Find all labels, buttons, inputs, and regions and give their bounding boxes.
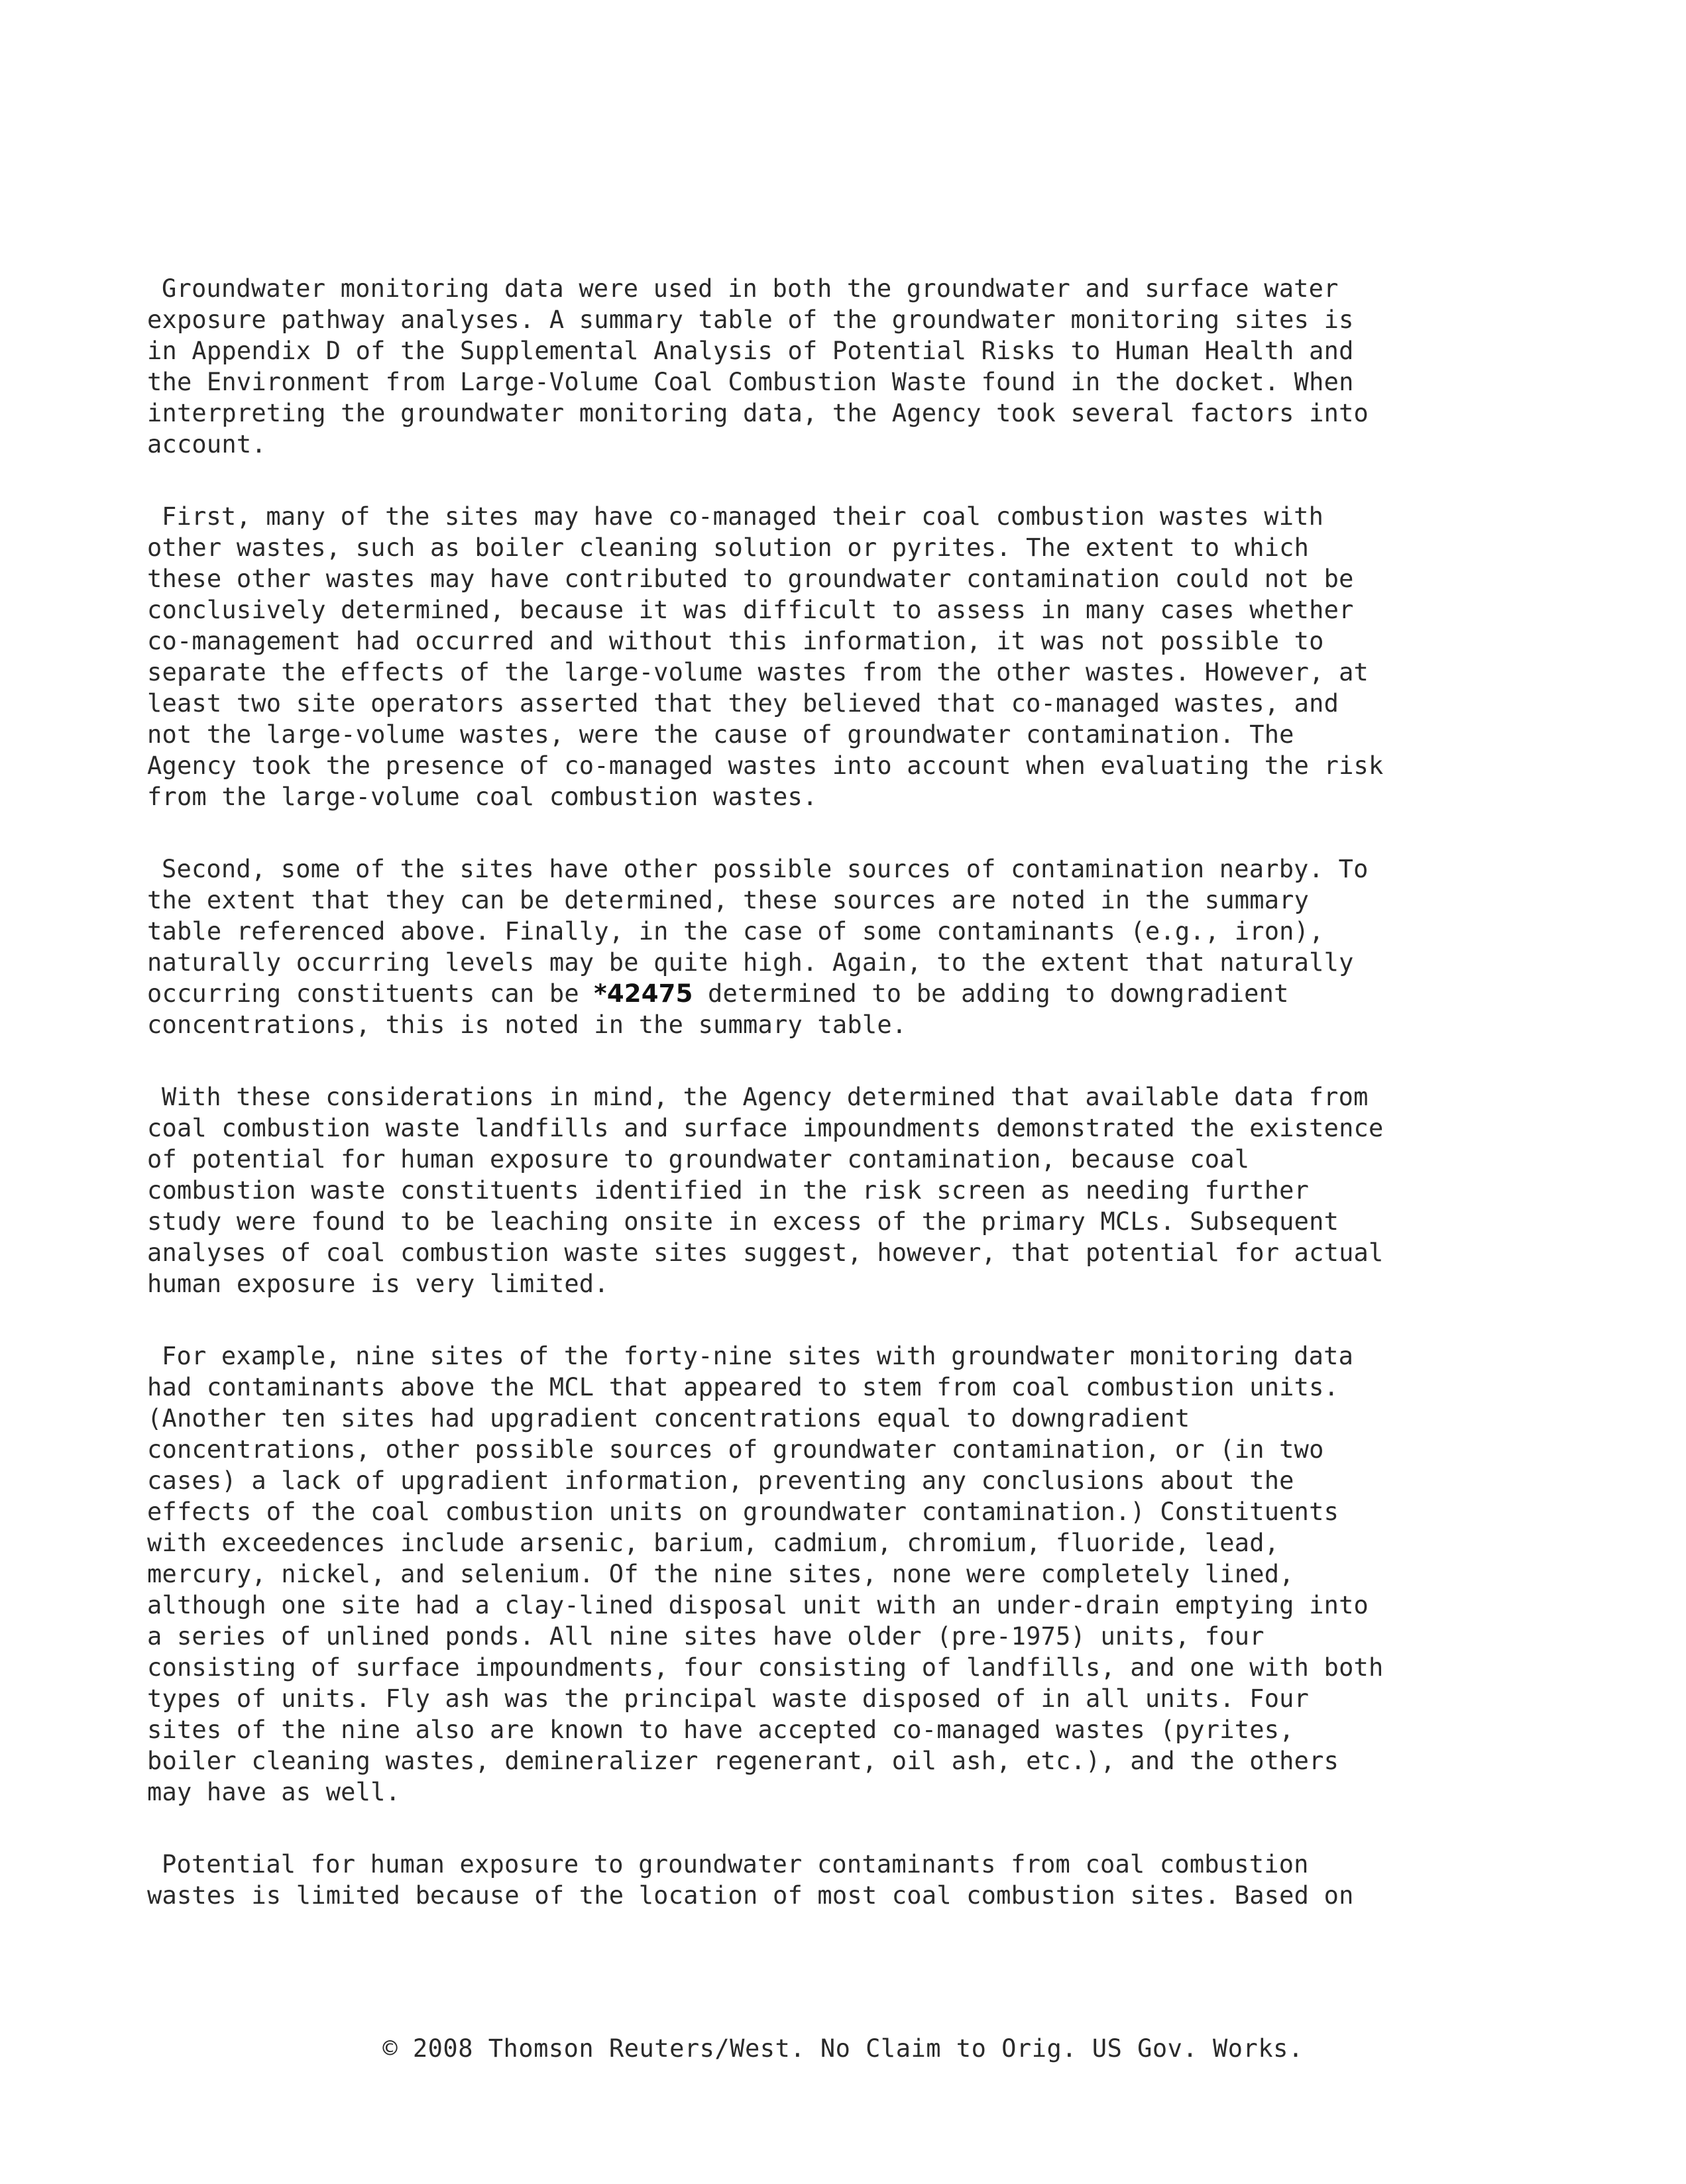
p1-line-2: exposure pathway analyses. A summary table of the groundwater monitoring sites is (147, 305, 1354, 334)
p4-line-6: analyses of coal combustion waste sites suggest, however, that potential for actual (147, 1238, 1384, 1267)
p4-line-1: With these considerations in mind, the Agency determined that available data from (162, 1083, 1369, 1111)
p2-line-4: conclusively determined, because it was difficult to assess in many cases whether (147, 596, 1354, 624)
paragraph-6 (147, 1849, 1559, 1911)
p5-line-6: effects of the coal combustion units on groundwater contamination.) Constituents (147, 1498, 1339, 1526)
p5-line-3: (Another ten sites had upgradient concentrations equal to downgradient (147, 1404, 1190, 1433)
star-page-marker: *42475 (594, 979, 693, 1008)
p5-line-14: boiler cleaning wastes, demineralizer regenerant, oil ash, etc.), and the others (147, 1747, 1339, 1775)
p3-line-4: naturally occurring levels may be quite high. Again, to the extent that naturally (147, 948, 1354, 977)
p2-line-9: Agency took the presence of co-managed wastes into account when evaluating the risk (147, 751, 1384, 780)
p2-line-10: from the large-volume coal combustion wastes. (147, 783, 818, 811)
p5-line-1: For example, nine sites of the forty-nine sites with groundwater monitoring data (162, 1342, 1354, 1370)
p2-line-6: separate the effects of the large-volume wastes from the other wastes. However, at (147, 658, 1369, 686)
p5-line-8: mercury, nickel, and selenium. Of the nine sites, none were completely lined, (147, 1560, 1294, 1588)
paragraph-2 (147, 501, 1559, 812)
p3-line-1: Second, some of the sites have other possible sources of contamination nearby. To (162, 855, 1369, 883)
p3-line-2: the extent that they can be determined, these sources are noted in the summary (147, 886, 1310, 914)
p5-line-2: had contaminants above the MCL that appeared to stem from coal combustion units. (147, 1373, 1339, 1401)
p3-line-3: table referenced above. Finally, in the case of some contaminants (e.g., iron), (147, 917, 1324, 946)
p2-line-8: not the large-volume wastes, were the cause of groundwater contamination. The (147, 720, 1294, 749)
p2-line-2: other wastes, such as boiler cleaning solution or pyrites. The extent to which (147, 533, 1310, 562)
p3-line-5a: occurring constituents can be (147, 979, 594, 1008)
paragraph-4 (147, 1081, 1559, 1299)
p6-line-1: Potential for human exposure to groundwater contaminants from coal combustion (162, 1850, 1309, 1879)
p5-line-11: consisting of surface impoundments, four consisting of landfills, and one with both (147, 1653, 1384, 1682)
p4-line-7: human exposure is very limited. (147, 1270, 609, 1298)
p3-line-6: concentrations, this is noted in the summary table. (147, 1010, 907, 1039)
paragraph-1 (147, 273, 1559, 460)
p4-line-4: combustion waste constituents identified in the risk screen as needing further (147, 1176, 1310, 1205)
p3-line-5b: determined to be adding to downgradient (693, 979, 1289, 1008)
p2-line-5: co-management had occurred and without this information, it was not possible to (147, 627, 1324, 655)
p4-line-2: coal combustion waste landfills and surface impoundments demonstrated the existence (147, 1114, 1384, 1142)
p1-line-3: in Appendix D of the Supplemental Analysis of Potential Risks to Human Health and (147, 337, 1354, 365)
p5-line-5: cases) a lack of upgradient information, preventing any conclusions about the (147, 1466, 1294, 1495)
p2-line-3: these other wastes may have contributed to groundwater contamination could not be (147, 565, 1354, 593)
p5-line-4: concentrations, other possible sources of groundwater contamination, or (in two (147, 1435, 1324, 1464)
paragraph-3 (147, 853, 1559, 1040)
p5-line-13: sites of the nine also are known to have accepted co-managed wastes (pyrites, (147, 1716, 1294, 1744)
p1-line-6: account. (147, 430, 266, 459)
p5-line-9: although one site had a clay-lined disposal unit with an under-drain emptying into (147, 1591, 1369, 1619)
p5-line-15: may have as well. (147, 1778, 401, 1806)
p6-line-2: wastes is limited because of the location of most coal combustion sites. Based on (147, 1881, 1354, 1910)
paragraph-5 (147, 1340, 1559, 1808)
copyright-footer: © 2008 Thomson Reuters/West. No Claim to Orig. US Gov. Works. (382, 2034, 1304, 2063)
p5-line-7: with exceedences include arsenic, barium, cadmium, chromium, fluoride, lead, (147, 1529, 1280, 1557)
document-body (147, 273, 1559, 1952)
p1-line-4: the Environment from Large-Volume Coal Combustion Waste found in the docket. When (147, 368, 1354, 396)
p2-line-1: First, many of the sites may have co-managed their coal combustion wastes with (162, 502, 1324, 531)
p2-line-7: least two site operators asserted that they believed that co-managed wastes, and (147, 689, 1339, 718)
p4-line-3: of potential for human exposure to groundwater contamination, because coal (147, 1145, 1250, 1174)
p5-line-12: types of units. Fly ash was the principal waste disposed of in all units. Four (147, 1684, 1310, 1713)
p1-line-1: Groundwater monitoring data were used in both the groundwater and surface water (162, 274, 1339, 303)
p1-line-5: interpreting the groundwater monitoring data, the Agency took several factors into (147, 399, 1369, 427)
p4-line-5: study were found to be leaching onsite in excess of the primary MCLs. Subsequent (147, 1207, 1339, 1236)
p5-line-10: a series of unlined ponds. All nine sites have older (pre-1975) units, four (147, 1622, 1264, 1651)
